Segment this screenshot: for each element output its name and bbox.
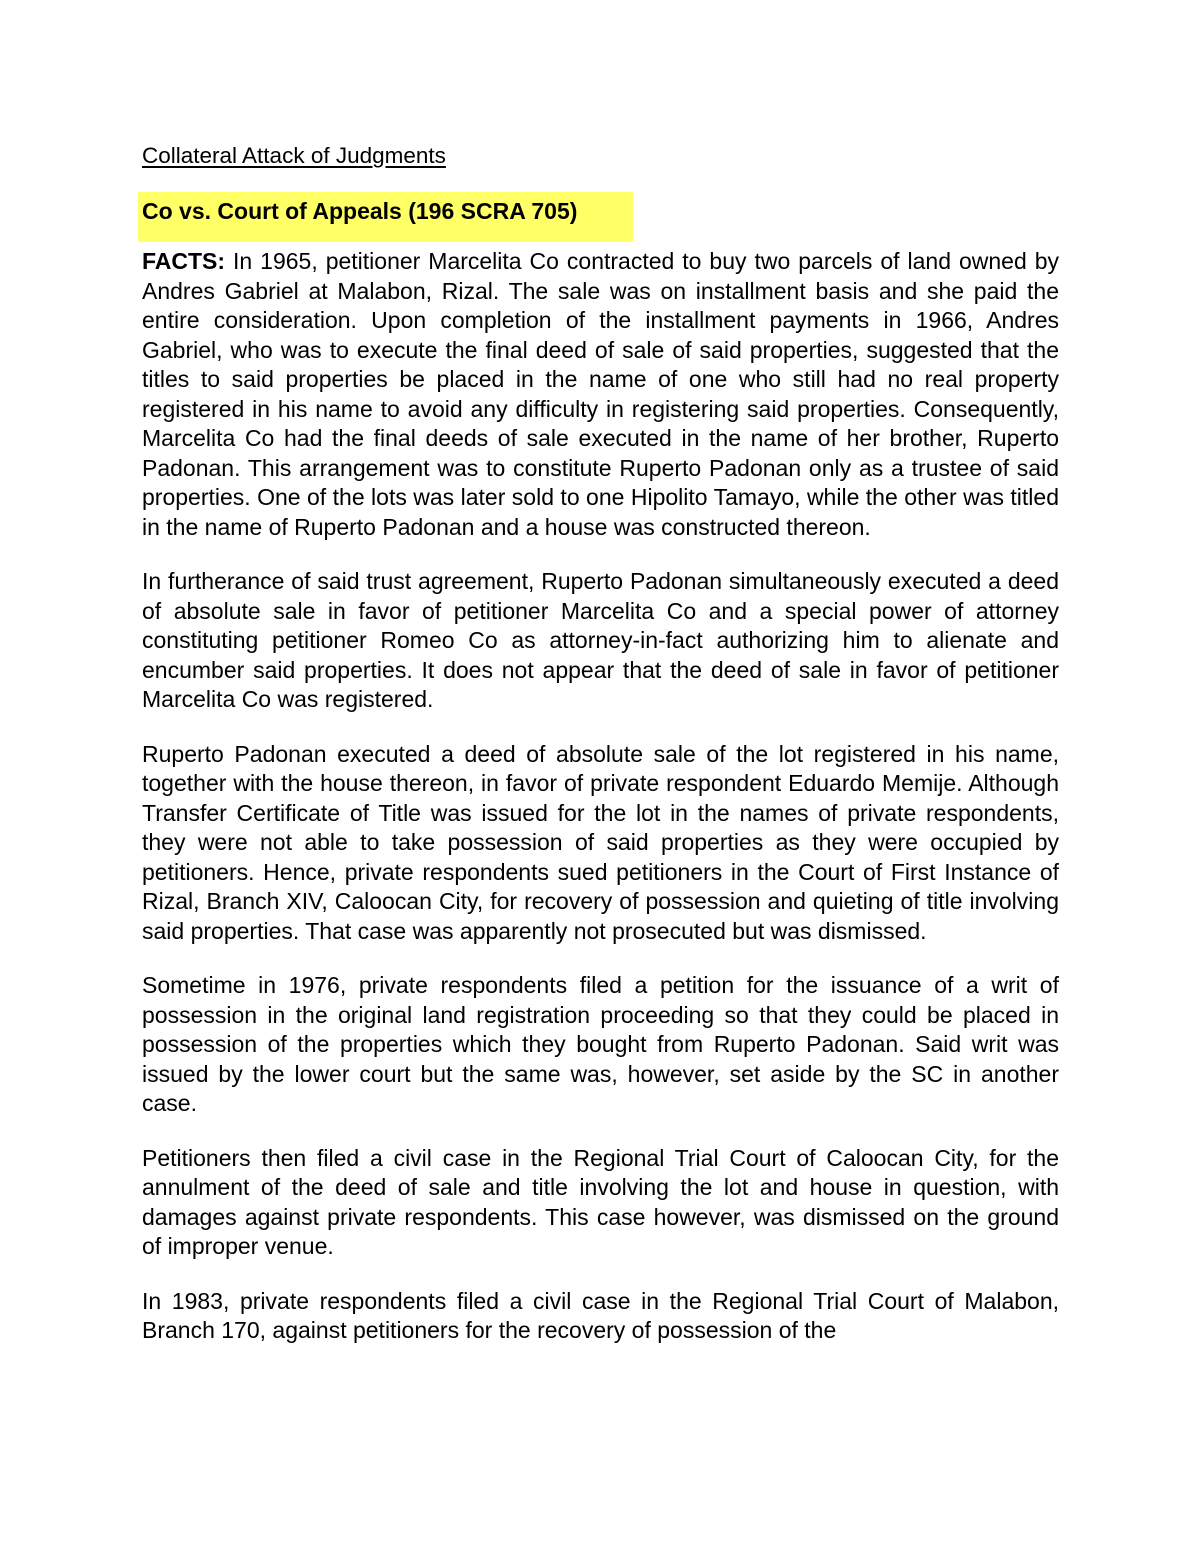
body-paragraph: Ruperto Padonan executed a deed of absolute sale of the lot registered in his name, together with the house thereon, in favor of private respondent Eduardo Memije. Although Transfer Certificate of Title was issued for the lot in the names of private respondents, they were not able to take possession of said properties as they were occupied by petitioners. Hence, private respondents sued petitioners in the Court of First Instance of Rizal, Branch XIV, Caloocan City, for recovery of possession and quieting of title involving said properties. That case was apparently not prosecuted but was dismissed. — [142, 740, 1059, 944]
body-paragraph: In 1983, private respondents filed a civil case in the Regional Trial Court of Malabon, Branch 170, against petitioners for the recovery of possession of the — [142, 1287, 1059, 1343]
section-title: Collateral Attack of Judgments — [142, 143, 446, 168]
paragraph-text: In 1965, petitioner Marcelita Co contracted to buy two parcels of land owned by Andres Gabriel at Malabon, Rizal. The sale was on installment basis and she paid the entire consideration. Upon completion of the installment payments in 1966, Andres Gabriel, who was to execute the final deed of sale of said properties, suggested that the titles to said properties be placed in the name of one who still had no real property registered in his name to avoid any difficulty in registering said properties. Consequently, Marcelita Co had the final deeds of sale executed in the name of her brother, Ruperto Padonan. This arrangement was to constitute Ruperto Padonan only as a trustee of said properties. One of the lots was later sold to one Hipolito Tamayo, while the other was titled in the name of Ruperto Padonan and a house was constructed thereon. — [142, 248, 1059, 540]
case-title: Co vs. Court of Appeals (196 SCRA 705) — [142, 198, 578, 224]
body-paragraph: Petitioners then filed a civil case in the Regional Trial Court of Caloocan City, for the annulment of the deed of sale and title involving the lot and house in question, with damages against private respondents. This case however, was dismissed on the ground of improper venue. — [142, 1144, 1059, 1259]
facts-paragraph — [142, 247, 1059, 542]
document-page — [142, 141, 1059, 1346]
case-title-highlight — [138, 192, 633, 242]
body-paragraph: In furtherance of said trust agreement, Ruperto Padonan simultaneously executed a deed of absolute sale in favor of petitioner Marcelita Co and a special power of attorney constituting petitioner Romeo Co as attorney-in-fact authorizing him to alienate and encumber said properties. It does not appear that the deed of sale in favor of petitioner Marcelita Co was registered. — [142, 568, 1059, 712]
facts-label: FACTS: — [142, 248, 226, 274]
body-paragraph: Sometime in 1976, private respondents filed a petition for the issuance of a writ of possession in the original land registration proceeding so that they could be placed in possession of the properties which they bought from Ruperto Padonan. Said writ was issued by the lower court but the same was, however, set aside by the SC in another case. — [142, 972, 1059, 1116]
